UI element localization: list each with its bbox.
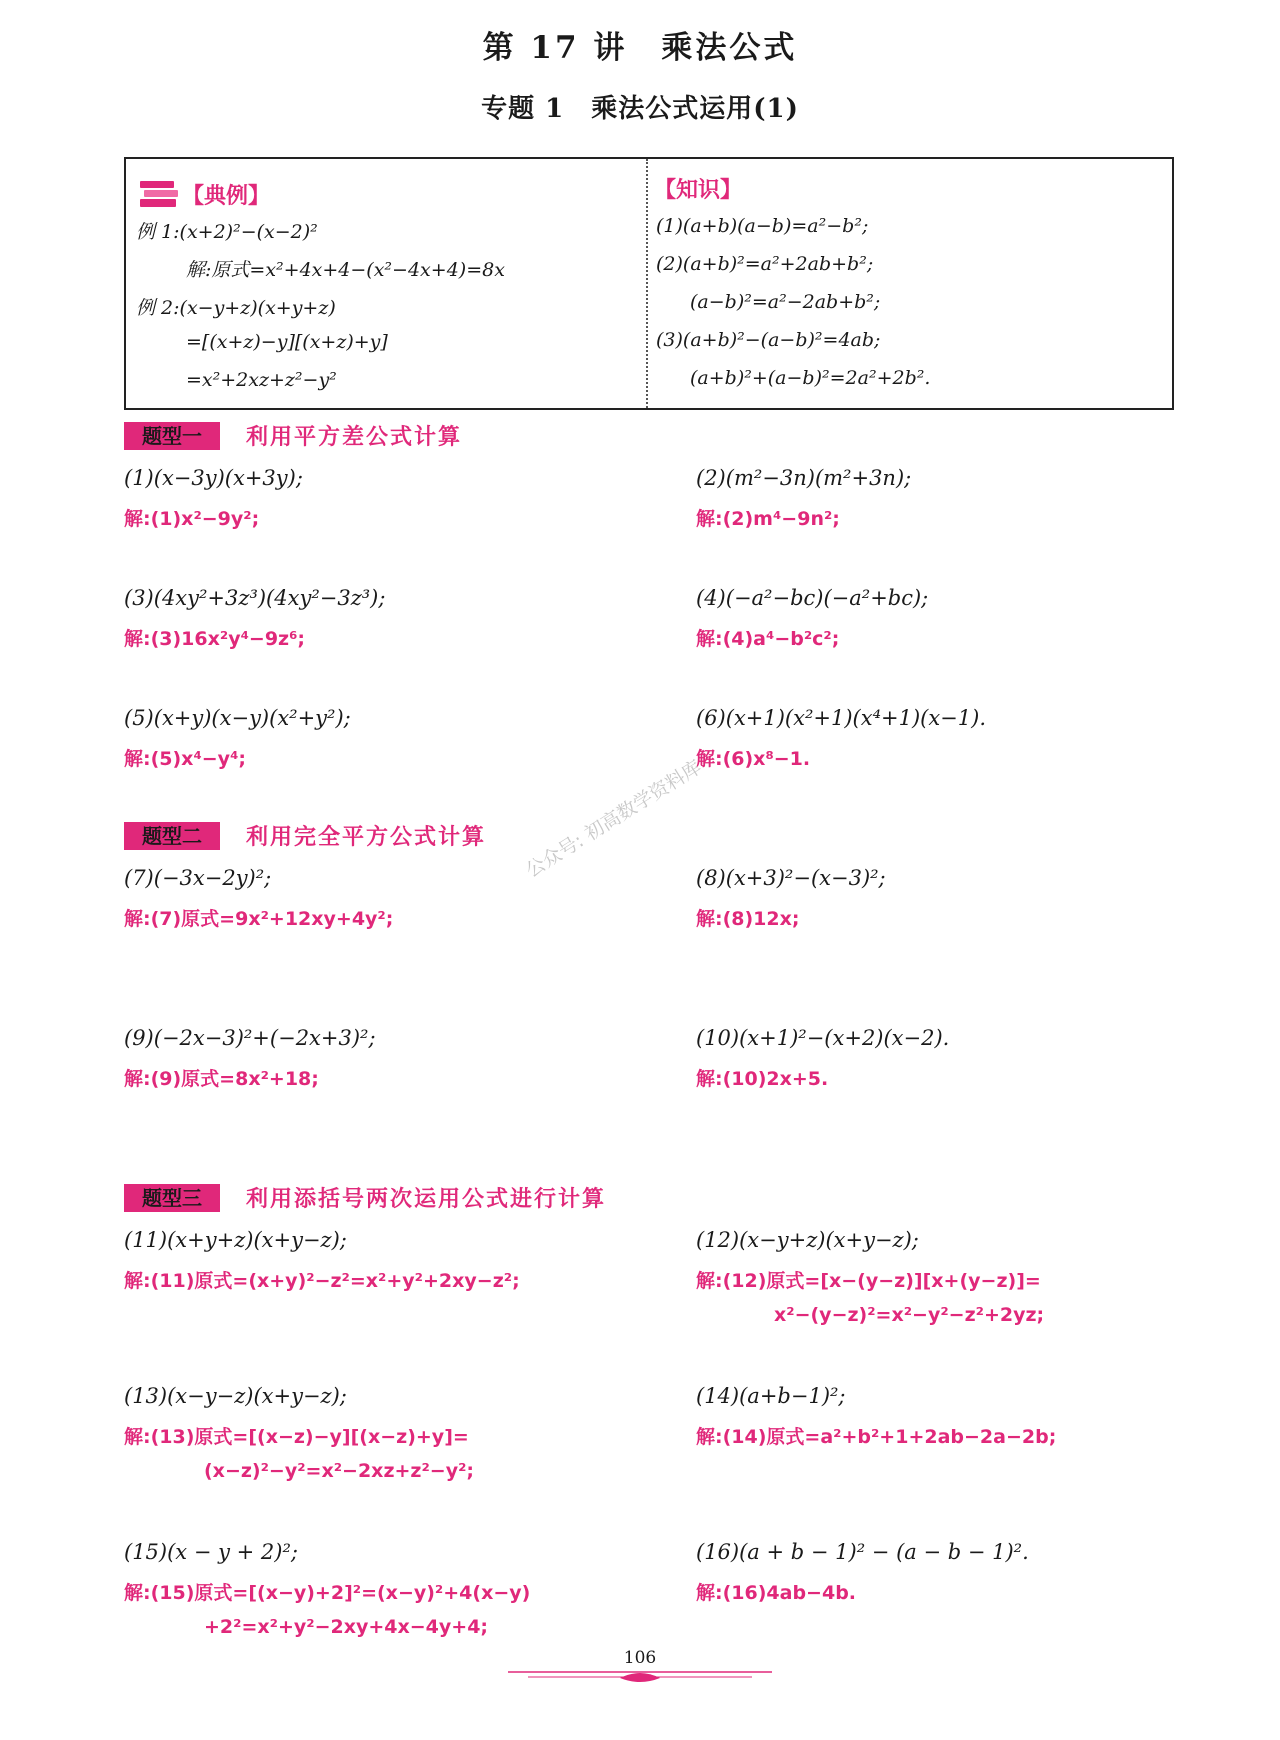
answer: x²−(y−z)²=x²−y²−z²+2yz; bbox=[774, 1304, 1045, 1326]
problem: (10)(x+1)²−(x+2)(x−2). bbox=[696, 1026, 950, 1050]
problem: (12)(x−y+z)(x+y−z); bbox=[696, 1228, 919, 1252]
answer: 解:(12)原式=[x−(y−z)][x+(y−z)]= bbox=[696, 1270, 1041, 1292]
topic-title: 专题 1 乘法公式运用(1) bbox=[481, 94, 799, 124]
answer: 解:(8)12x; bbox=[696, 908, 800, 930]
problem: (16)(a + b − 1)² − (a − b − 1)². bbox=[696, 1540, 1029, 1564]
problem: (5)(x+y)(x−y)(x²+y²); bbox=[124, 706, 351, 730]
box-divider bbox=[646, 159, 648, 408]
answer: 解:(16)4ab−4b. bbox=[696, 1582, 857, 1604]
answer: 解:(10)2x+5. bbox=[696, 1068, 829, 1090]
knowledge-line: (3)(a+b)²−(a−b)²=4ab; bbox=[656, 329, 881, 351]
example-knowledge-box bbox=[124, 157, 1174, 410]
chapter-title: 第 17 讲 乘法公式 bbox=[482, 30, 798, 66]
example-line: 例 2:(x−y+z)(x+y+z) bbox=[136, 297, 336, 319]
answer: 解:(13)原式=[(x−z)−y][(x−z)+y]= bbox=[124, 1426, 469, 1448]
answer: 解:(11)原式=(x+y)²−z²=x²+y²+2xy−z²; bbox=[124, 1270, 520, 1292]
page-number: 106 bbox=[623, 1648, 657, 1668]
answer: 解:(1)x²−9y²; bbox=[124, 508, 260, 530]
answer: 解:(7)原式=9x²+12xy+4y²; bbox=[124, 908, 394, 930]
answer: +2²=x²+y²−2xy+4x−4y+4; bbox=[204, 1616, 489, 1638]
section-title: 利用平方差公式计算 bbox=[246, 425, 463, 450]
problem: (4)(−a²−bc)(−a²+bc); bbox=[696, 586, 929, 610]
problem: (7)(−3x−2y)²; bbox=[124, 866, 272, 890]
problem: (1)(x−3y)(x+3y); bbox=[124, 466, 303, 490]
watermark: 公众号: 初高数学资料库 bbox=[522, 756, 706, 883]
answer: 解:(4)a⁴−b²c²; bbox=[696, 628, 840, 650]
section-title: 利用添括号两次运用公式进行计算 bbox=[246, 1187, 607, 1212]
examples-label: 【典例】 bbox=[182, 184, 271, 209]
example-line: =[(x+z)−y][(x+z)+y] bbox=[186, 331, 388, 353]
example-line: 解:原式=x²+4x+4−(x²−4x+4)=8x bbox=[186, 259, 505, 281]
answer: 解:(14)原式=a²+b²+1+2ab−2a−2b; bbox=[696, 1426, 1057, 1448]
problem: (8)(x+3)²−(x−3)²; bbox=[696, 866, 886, 890]
example-line: =x²+2xz+z²−y² bbox=[186, 369, 337, 391]
problem: (13)(x−y−z)(x+y−z); bbox=[124, 1384, 347, 1408]
answer: 解:(9)原式=8x²+18; bbox=[124, 1068, 319, 1090]
problem: (11)(x+y+z)(x+y−z); bbox=[124, 1228, 347, 1252]
knowledge-line: (1)(a+b)(a−b)=a²−b²; bbox=[656, 215, 869, 237]
footer-ornament-icon bbox=[508, 1666, 772, 1688]
answer: 解:(3)16x²y⁴−9z⁶; bbox=[124, 628, 306, 650]
answer: 解:(6)x⁸−1. bbox=[696, 748, 811, 770]
example-line: 例 1:(x+2)²−(x−2)² bbox=[136, 221, 318, 243]
section-badge: 题型一 bbox=[124, 422, 220, 450]
knowledge-label: 【知识】 bbox=[654, 178, 743, 203]
knowledge-line: (2)(a+b)²=a²+2ab+b²; bbox=[656, 253, 874, 275]
answer: 解:(5)x⁴−y⁴; bbox=[124, 748, 246, 770]
problem: (15)(x − y + 2)²; bbox=[124, 1540, 298, 1564]
problem: (14)(a+b−1)²; bbox=[696, 1384, 846, 1408]
problem: (2)(m²−3n)(m²+3n); bbox=[696, 466, 912, 490]
section-title: 利用完全平方公式计算 bbox=[246, 825, 487, 850]
books-icon bbox=[138, 179, 180, 209]
problem: (9)(−2x−3)²+(−2x+3)²; bbox=[124, 1026, 376, 1050]
answer: (x−z)²−y²=x²−2xz+z²−y²; bbox=[204, 1460, 475, 1482]
problem: (3)(4xy²+3z³)(4xy²−3z³); bbox=[124, 586, 386, 610]
section-badge: 题型三 bbox=[124, 1184, 220, 1212]
answer: 解:(15)原式=[(x−y)+2]²=(x−y)²+4(x−y) bbox=[124, 1582, 531, 1604]
knowledge-line: (a−b)²=a²−2ab+b²; bbox=[690, 291, 881, 313]
problem: (6)(x+1)(x²+1)(x⁴+1)(x−1). bbox=[696, 706, 987, 730]
knowledge-line: (a+b)²+(a−b)²=2a²+2b². bbox=[690, 367, 931, 389]
answer: 解:(2)m⁴−9n²; bbox=[696, 508, 840, 530]
section-badge: 题型二 bbox=[124, 822, 220, 850]
